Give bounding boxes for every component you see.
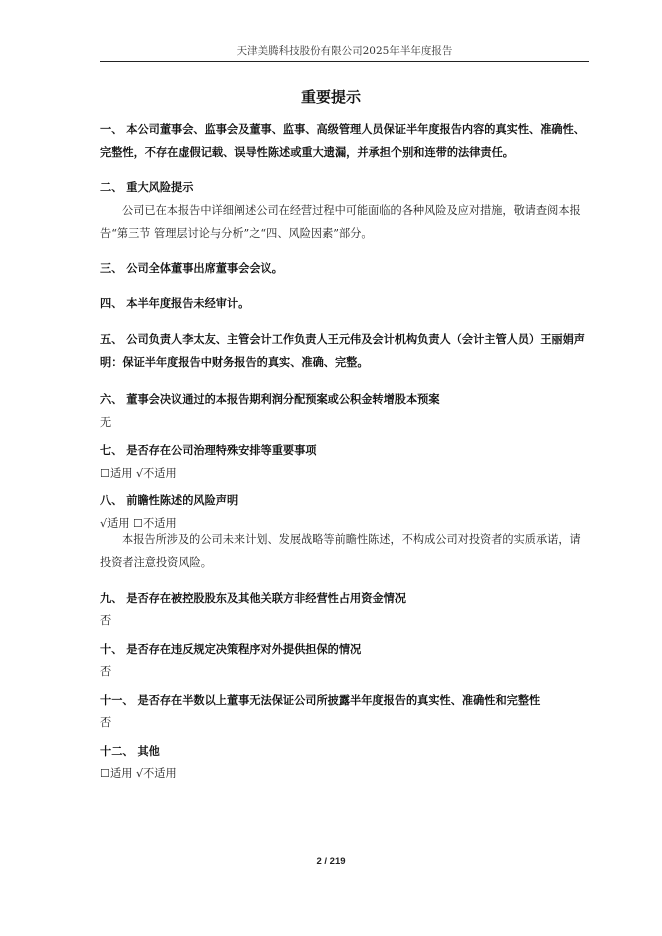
- page-title: 重要提示: [300, 88, 361, 106]
- section-3-heading: 三、 公司全体董事出席董事会会议。: [100, 261, 283, 275]
- section-6-heading: 六、 董事会决议通过的本报告期利润分配预案或公积金转增股本预案: [100, 392, 440, 406]
- section-12-choice: ☐适用 √不适用: [100, 767, 177, 780]
- section-11-heading: 十一、 是否存在半数以上董事无法保证公司所披露半年度报告的真实性、准确性和完整性: [100, 693, 541, 707]
- section-9-body: 否: [100, 614, 112, 627]
- section-8-choice: √适用 ☐不适用: [100, 517, 177, 530]
- section-9-heading: 九、 是否存在被控股股东及其他关联方非经营性占用资金情况: [100, 591, 406, 605]
- section-12-heading: 十二、 其他: [100, 744, 160, 758]
- section-11-body: 否: [100, 716, 112, 729]
- page-header: 天津美腾科技股份有限公司2025年半年度报告: [236, 45, 453, 57]
- section-10-body: 否: [100, 665, 112, 678]
- section-6-body: 无: [100, 416, 112, 429]
- section-7-heading: 七、 是否存在公司治理特殊安排等重要事项: [100, 443, 317, 457]
- section-8-heading: 八、 前瞻性陈述的风险声明: [100, 493, 239, 507]
- section-1-heading: 一、 本公司董事会、监事会及董事、监事、高级管理人员保证半年度报告内容的真实性、准确性、完整性，不存在虚假记载、误导性陈述或重大遗漏，并承担个别和连带的法律责任。: [100, 122, 585, 159]
- section-5-heading: 五、 公司负责人李太友、主管会计工作负责人王元伟及会计机构负责人（会计主管人员）王丽娟声明：保证半年度报告中财务报告的真实、准确、完整。: [100, 332, 585, 369]
- section-4-heading: 四、 本半年度报告未经审计。: [100, 296, 250, 310]
- section-10-heading: 十、 是否存在违反规定决策程序对外提供担保的情况: [100, 642, 362, 656]
- page-number: 2 / 219: [316, 856, 346, 867]
- section-2-heading: 二、 重大风险提示: [100, 180, 194, 194]
- section-2-body: 公司已在本报告中详细阐述公司在经营过程中可能面临的各种风险及应对措施，敬请查阅本报告“第三节 管理层讨论与分析”之“四、风险因素”部分。: [100, 204, 581, 240]
- section-8-body: 本报告所涉及的公司未来计划、发展战略等前瞻性陈述，不构成公司对投资者的实质承诺，请投资者注意投资风险。: [100, 533, 581, 569]
- header-divider: [100, 61, 589, 62]
- section-7-choice: ☐适用 √不适用: [100, 467, 177, 480]
